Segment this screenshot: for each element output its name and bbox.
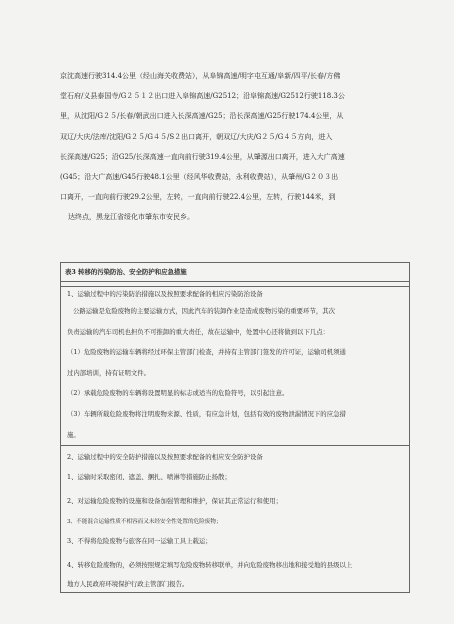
route-line: 达终点，黑龙江省绥化市肇东市安民乡。 bbox=[68, 213, 194, 222]
section-safety-protection bbox=[61, 446, 410, 593]
section-line: 4、转移危险废物的，必须按照规定填写危险废物转移联单，并向危险废物移出地和接受地的县级以上 bbox=[67, 560, 353, 569]
section-line: 公路运输是危险废物的主要运输方式，因此汽车的装卸作业是造成废物污染的重要环节，其次 bbox=[73, 307, 336, 315]
section-line: 1、运输时采取密闭、遮盖、捆扎、喷淋等措施防止扬散； bbox=[67, 473, 231, 482]
section-line: （1）危险废物的运输车辆将经过环保主管部门检查，并持有主管部门签发的许可证，运输司机须通 bbox=[67, 348, 346, 357]
route-line: 里，从沈阳/G２５/长春/朝武出口进入长深高速/G25；沿长深高速/G25行驶174.4公里，从 bbox=[60, 112, 344, 121]
section-line: 负责运输的汽车司机也担负不可推卸的重大责任，故在运输中，处置中心还将做到以下几点： bbox=[67, 327, 330, 336]
section-note: 3、不能混合运输性质不相容而又未经安全性处置的危险废物； bbox=[67, 518, 222, 525]
table-caption: 表3 转移的污染防治、安全防护和应急措施 bbox=[61, 263, 410, 282]
section-line: 过内部培训，持有证明文件。 bbox=[67, 368, 151, 377]
section-title: 1、运输过程中的污染防治措施以及按照要求配备的相应污染防治设备 bbox=[67, 290, 263, 298]
section-pollution-prevention bbox=[61, 287, 410, 446]
section-title: 2、运输过程中的安全防护措施以及按照要求配备的相应安全防护设备 bbox=[67, 453, 263, 462]
route-line: 口离开，一直向前行驶29.2公里，左转，一直向前行驶22.4公里，左转，行驶144米，到 bbox=[60, 193, 336, 202]
section-line: （2）承载危险废物的车辆将设置明显的标志或适当的危险符号，以引起注意。 bbox=[67, 389, 289, 398]
section-line: 施。 bbox=[67, 430, 80, 439]
section-line: 3、不得将危险废物与旅客在同一运输工具上载运； bbox=[67, 536, 212, 545]
section-line: 地方人民政府环境保护行政主管部门报告。 bbox=[67, 580, 189, 589]
route-line: 堂石府/义县泰国寺/G２５１２出口进入阜锦高速/G2512；沿阜锦高速/G2512行驶118.3公 bbox=[60, 92, 345, 101]
route-line: (G45；沿大广高速/G45行驶48.1公里（经风华收费站，永利收费站），从肇州/G２０３出 bbox=[60, 173, 339, 182]
pollution-measures-table bbox=[60, 262, 410, 593]
route-line: 双辽/大庆/法库/沈阳/G２５/G４５/S２出口离开，朝双辽/大庆/G２５/G４５方向，进入 bbox=[60, 132, 333, 141]
section-line: （3）车辆所载危险废物将注明废物来源、性质，有应急计划，包括有效的废物泄漏情况下的应急措 bbox=[67, 409, 346, 418]
route-line: 京沈高速行驶314.4公里（经山海关收费站），从阜锦高速/明字屯互通/阜新/四平/长春/方佛 bbox=[60, 72, 341, 80]
section-line: 2、对运输危险废物的设施和设备加强管理和维护，保证其正常运行和使用； bbox=[67, 496, 282, 505]
route-paragraph bbox=[60, 66, 396, 228]
route-line: 长深高速/G25；沿G25/长深高速一直向前行驶319.4公里，从肇源出口离开，进入大广高速 bbox=[60, 152, 345, 161]
